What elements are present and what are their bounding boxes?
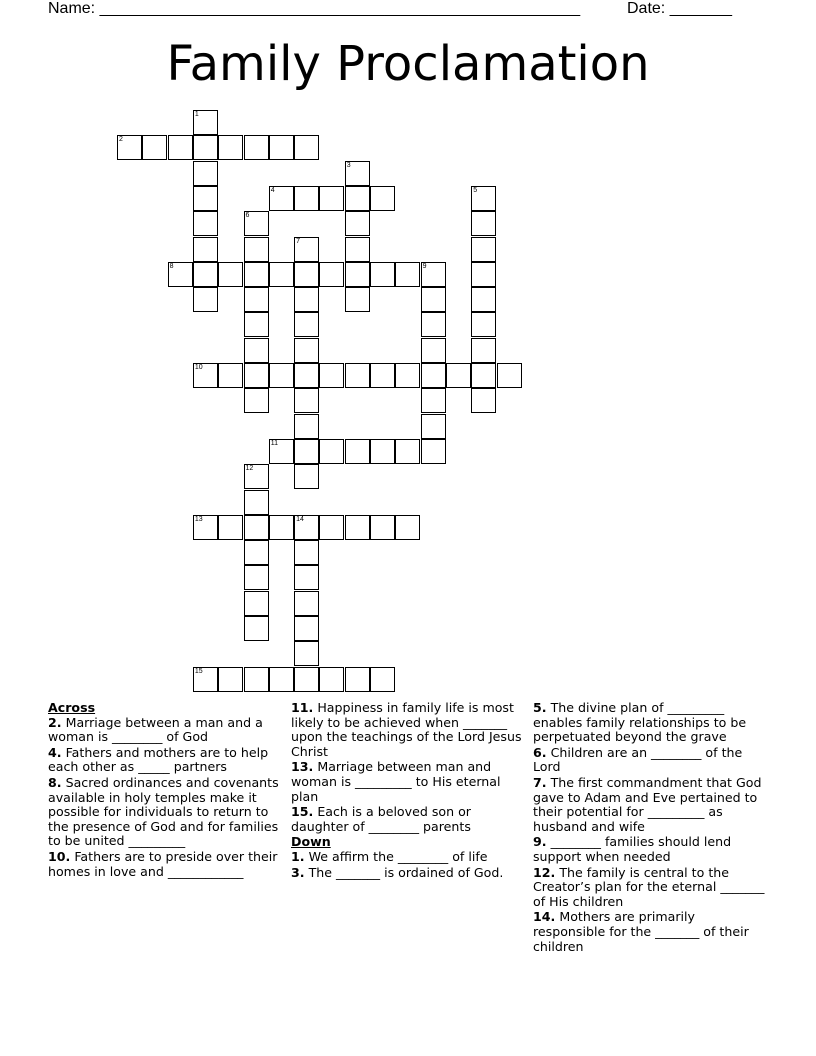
clue-number: 3. bbox=[291, 864, 305, 880]
grid-cell[interactable] bbox=[319, 667, 344, 692]
grid-cell[interactable] bbox=[395, 439, 420, 464]
grid-cell[interactable] bbox=[244, 490, 269, 515]
clue-number: 8. bbox=[48, 774, 62, 790]
grid-number: 5 bbox=[473, 186, 478, 194]
grid-cell[interactable] bbox=[370, 667, 395, 692]
clue-down-9 bbox=[533, 835, 765, 864]
grid-cell[interactable] bbox=[294, 565, 319, 590]
grid-cell[interactable] bbox=[218, 667, 243, 692]
clue-number: 7. bbox=[533, 774, 547, 790]
grid-number: 7 bbox=[296, 237, 300, 245]
grid-cell[interactable] bbox=[294, 363, 319, 388]
clue-text: The first commandment that God gave to Adam and Eve pertained to their potential for _________ as husband and wife bbox=[533, 774, 762, 834]
grid-cell[interactable] bbox=[269, 262, 294, 287]
grid-cell[interactable] bbox=[244, 565, 269, 590]
grid-cell[interactable] bbox=[294, 186, 319, 211]
clue-number: 9. bbox=[533, 834, 547, 850]
clue-number: 2. bbox=[48, 714, 62, 730]
grid-cell[interactable] bbox=[193, 287, 218, 312]
grid-cell[interactable] bbox=[421, 338, 446, 363]
grid-cell[interactable] bbox=[421, 312, 446, 337]
clue-across-10 bbox=[48, 850, 284, 879]
grid-cell[interactable] bbox=[421, 439, 446, 464]
grid-cell[interactable] bbox=[345, 186, 370, 211]
grid-cell[interactable] bbox=[294, 616, 319, 641]
grid-cell[interactable] bbox=[244, 515, 269, 540]
grid-cell[interactable] bbox=[244, 135, 269, 160]
date-field-label: Date: _______ bbox=[627, 0, 732, 17]
clue-down-3 bbox=[291, 866, 523, 881]
clue-number: 5. bbox=[533, 700, 547, 715]
grid-cell[interactable] bbox=[471, 388, 496, 413]
grid-cell[interactable] bbox=[244, 262, 269, 287]
clue-down-12 bbox=[533, 866, 765, 910]
grid-number: 4 bbox=[270, 186, 275, 194]
grid-cell[interactable] bbox=[345, 262, 370, 287]
grid-number: 10 bbox=[194, 364, 203, 371]
name-field-label: Name: ______________________________________________________ bbox=[48, 0, 581, 17]
grid-cell[interactable] bbox=[244, 540, 269, 565]
clues-column-2 bbox=[291, 701, 523, 881]
grid-cell[interactable] bbox=[319, 186, 344, 211]
grid-cell[interactable] bbox=[193, 186, 218, 211]
grid-cell[interactable] bbox=[193, 237, 218, 262]
grid-number: 6 bbox=[245, 212, 250, 220]
grid-cell[interactable] bbox=[244, 591, 269, 616]
clue-across-2 bbox=[48, 716, 284, 745]
clue-text: Mothers are primarily responsible for the _______ of their children bbox=[533, 909, 749, 954]
grid-cell[interactable] bbox=[294, 439, 319, 464]
grid-cell[interactable] bbox=[269, 515, 294, 540]
grid-cell[interactable] bbox=[370, 186, 395, 211]
clue-text: Children are an ________ of the Lord bbox=[533, 744, 743, 775]
grid-cell[interactable] bbox=[193, 161, 218, 186]
clue-number: 11. bbox=[291, 700, 314, 715]
grid-cell[interactable] bbox=[142, 135, 167, 160]
grid-cell[interactable] bbox=[244, 388, 269, 413]
grid-cell[interactable] bbox=[168, 135, 193, 160]
grid-cell[interactable] bbox=[319, 262, 344, 287]
grid-cell[interactable] bbox=[345, 439, 370, 464]
grid-cell[interactable] bbox=[294, 464, 319, 489]
grid-cell[interactable] bbox=[345, 363, 370, 388]
grid-cell[interactable] bbox=[294, 135, 319, 160]
grid-cell[interactable] bbox=[218, 515, 243, 540]
clue-text: Marriage between man and woman is _________ to His eternal plan bbox=[291, 759, 501, 804]
grid-cell[interactable] bbox=[244, 338, 269, 363]
clue-down-6 bbox=[533, 746, 765, 775]
clues-column-3 bbox=[533, 701, 765, 955]
grid-number: 9 bbox=[422, 262, 427, 270]
grid-cell[interactable] bbox=[294, 641, 319, 666]
clue-number: 6. bbox=[533, 744, 547, 760]
grid-cell[interactable] bbox=[421, 414, 446, 439]
clue-across-13 bbox=[291, 760, 523, 804]
clue-text: Each is a beloved son or daughter of ________ parents bbox=[291, 804, 471, 834]
grid-cell[interactable] bbox=[294, 591, 319, 616]
clue-number: 14. bbox=[533, 909, 556, 925]
grid-cell[interactable] bbox=[319, 439, 344, 464]
clue-text: Marriage between a man and a woman is ________ of God bbox=[48, 714, 263, 745]
page-title: Family Proclamation bbox=[166, 36, 650, 92]
grid-number: 15 bbox=[194, 667, 203, 675]
grid-cell[interactable] bbox=[471, 237, 496, 262]
grid-cell[interactable] bbox=[244, 312, 269, 337]
grid-cell[interactable] bbox=[395, 262, 420, 287]
clue-number: 15. bbox=[291, 804, 314, 820]
grid-cell[interactable] bbox=[294, 287, 319, 312]
clue-text: Fathers and mothers are to help each other as _____ partners bbox=[48, 744, 269, 775]
grid-cell[interactable] bbox=[395, 515, 420, 540]
grid-cell[interactable] bbox=[294, 388, 319, 413]
clue-across-11 bbox=[291, 701, 523, 759]
grid-cell[interactable] bbox=[421, 388, 446, 413]
grid-cell[interactable] bbox=[471, 312, 496, 337]
grid-cell[interactable] bbox=[471, 262, 496, 287]
grid-cell[interactable] bbox=[269, 135, 294, 160]
grid-cell[interactable] bbox=[497, 363, 522, 388]
grid-cell[interactable] bbox=[269, 363, 294, 388]
clue-number: 4. bbox=[48, 744, 62, 760]
clue-across-15 bbox=[291, 805, 523, 834]
grid-cell[interactable] bbox=[244, 616, 269, 641]
grid-cell[interactable] bbox=[446, 363, 471, 388]
grid-cell[interactable] bbox=[218, 363, 243, 388]
grid-cell[interactable] bbox=[244, 667, 269, 692]
down-heading: Down bbox=[291, 834, 331, 850]
clue-down-1 bbox=[291, 850, 523, 865]
grid-cell[interactable] bbox=[345, 237, 370, 262]
grid-cell[interactable] bbox=[244, 363, 269, 388]
clue-across-8 bbox=[48, 776, 284, 849]
grid-cell[interactable] bbox=[345, 287, 370, 312]
grid-cell[interactable] bbox=[345, 515, 370, 540]
clue-number: 1. bbox=[291, 848, 305, 864]
grid-cell[interactable] bbox=[294, 540, 319, 565]
clue-text: Fathers are to preside over their homes in love and ____________ bbox=[48, 848, 278, 879]
grid-cell[interactable] bbox=[421, 363, 446, 388]
clues-column-1 bbox=[48, 701, 284, 880]
grid-cell[interactable] bbox=[294, 667, 319, 692]
grid-cell[interactable] bbox=[244, 287, 269, 312]
grid-cell[interactable] bbox=[218, 135, 243, 160]
grid-cell[interactable] bbox=[294, 338, 319, 363]
grid-cell[interactable] bbox=[269, 667, 294, 692]
grid-cell[interactable] bbox=[193, 135, 218, 160]
grid-cell[interactable] bbox=[471, 363, 496, 388]
clue-number: 13. bbox=[291, 759, 314, 775]
grid-cell[interactable] bbox=[345, 211, 370, 236]
clue-text: Sacred ordinances and covenants available in holy temples make it possible for individuals to return to the presence of God and for families to be united _________ bbox=[48, 774, 279, 849]
grid-cell[interactable] bbox=[370, 439, 395, 464]
grid-cell[interactable] bbox=[370, 515, 395, 540]
grid-cell[interactable] bbox=[370, 262, 395, 287]
grid-cell[interactable] bbox=[294, 312, 319, 337]
grid-number: 12 bbox=[245, 465, 254, 473]
grid-number: 14 bbox=[296, 515, 304, 523]
clue-across-4 bbox=[48, 746, 284, 775]
grid-cell[interactable] bbox=[294, 262, 319, 287]
grid-cell[interactable] bbox=[319, 363, 344, 388]
clue-down-5 bbox=[533, 701, 765, 745]
grid-cell[interactable] bbox=[193, 262, 218, 287]
grid-cell[interactable] bbox=[395, 363, 420, 388]
grid-cell[interactable] bbox=[319, 515, 344, 540]
clue-text: We affirm the ________ of life bbox=[308, 848, 488, 864]
across-heading: Across bbox=[48, 700, 96, 715]
clue-number: 12. bbox=[533, 864, 556, 880]
grid-number: 3 bbox=[346, 161, 351, 169]
grid-cell[interactable] bbox=[370, 363, 395, 388]
clue-down-7 bbox=[533, 776, 765, 834]
grid-number: 1 bbox=[194, 111, 199, 118]
grid-cell[interactable] bbox=[193, 211, 218, 236]
grid-cell[interactable] bbox=[294, 414, 319, 439]
grid-number: 13 bbox=[194, 515, 203, 523]
grid-cell[interactable] bbox=[471, 287, 496, 312]
grid-cell[interactable] bbox=[421, 287, 446, 312]
clue-text: Happiness in family life is most likely to be achieved when _______ upon the teachings of the Lord Jesus Christ bbox=[291, 700, 522, 759]
grid-cell[interactable] bbox=[345, 667, 370, 692]
grid-number: 8 bbox=[169, 262, 174, 270]
grid-cell[interactable] bbox=[471, 338, 496, 363]
grid-cell[interactable] bbox=[471, 211, 496, 236]
clue-text: The divine plan of _________ enables family relationships to be perpetuated beyond the grave bbox=[533, 700, 747, 745]
grid-number: 11 bbox=[270, 439, 279, 447]
grid-cell[interactable] bbox=[218, 262, 243, 287]
clue-text: ________ families should lend support when needed bbox=[533, 834, 732, 864]
clue-text: The family is central to the Creator’s plan for the eternal _______ of His children bbox=[533, 864, 765, 909]
clue-text: The _______ is ordained of God. bbox=[308, 864, 504, 880]
grid-number: 2 bbox=[119, 136, 123, 144]
grid-cell[interactable] bbox=[244, 237, 269, 262]
clue-number: 10. bbox=[48, 848, 71, 864]
clue-down-14 bbox=[533, 910, 765, 954]
